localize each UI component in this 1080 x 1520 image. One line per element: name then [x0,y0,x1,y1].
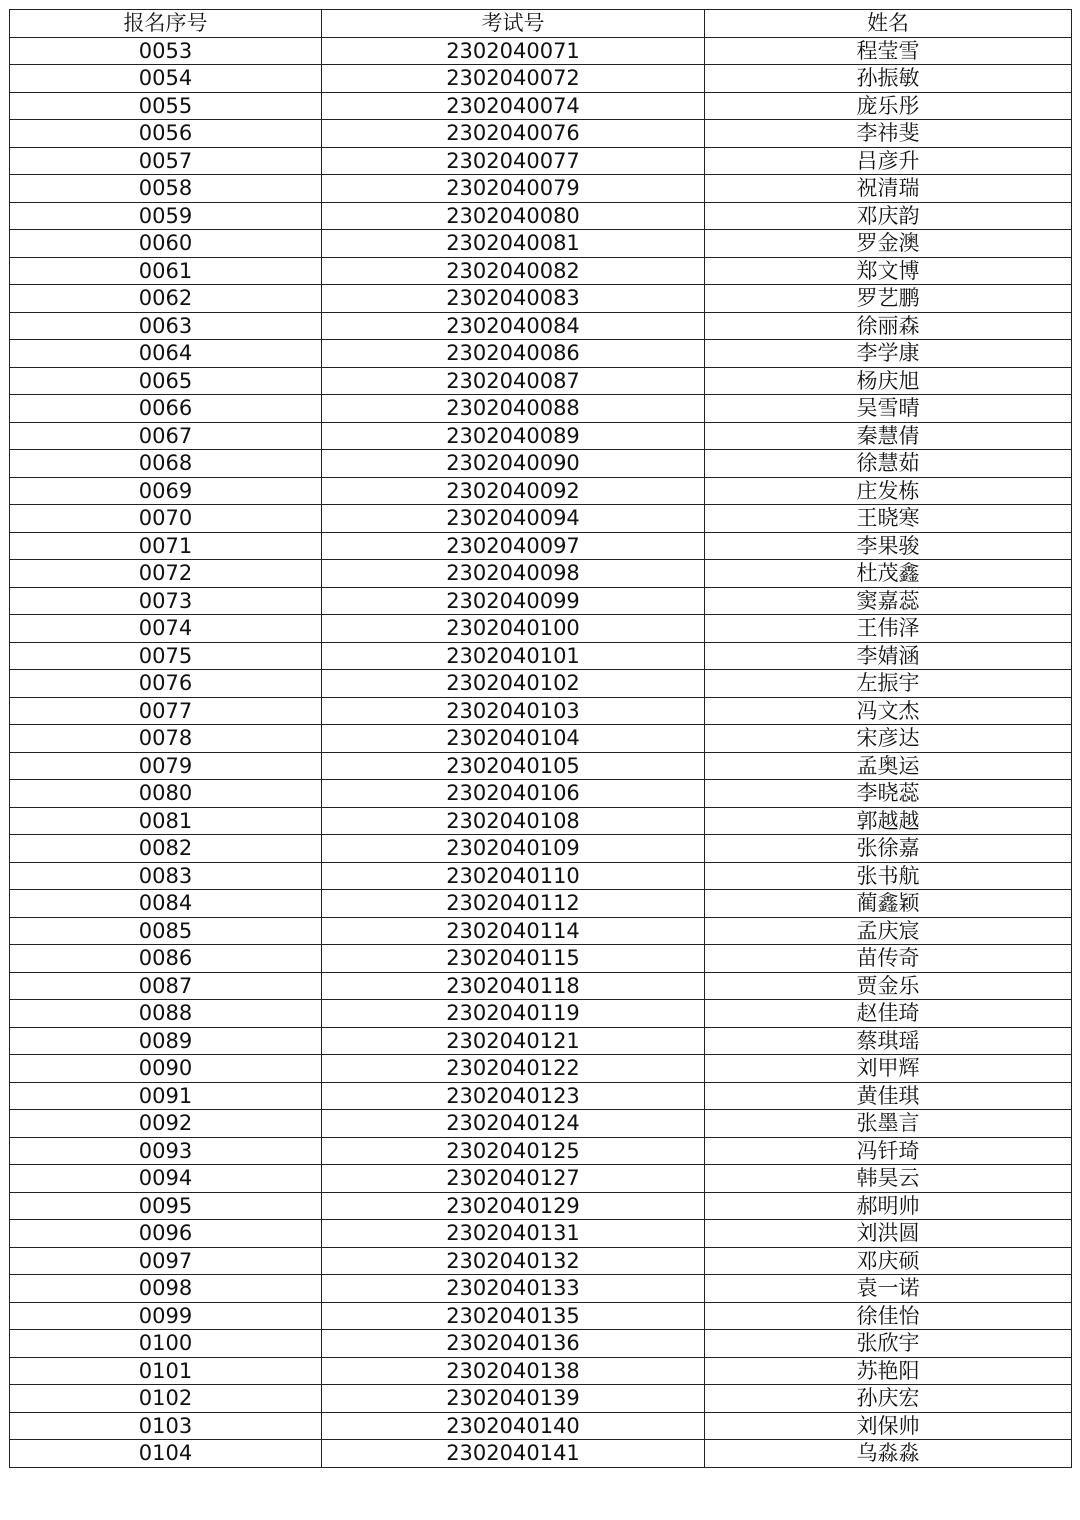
cell-exam-no: 2302040140 [322,1412,705,1440]
roster-body [10,37,1072,1467]
cell-exam-no: 2302040121 [322,1027,705,1055]
cell-exam-no: 2302040086 [322,340,705,368]
cell-registration-no: 0067 [10,422,322,450]
table-row [10,807,1072,835]
table-row [10,1220,1072,1248]
table-row [10,642,1072,670]
cell-registration-no: 0063 [10,312,322,340]
cell-name: 孟奥运 [705,752,1072,780]
cell-name: 袁一诺 [705,1275,1072,1303]
table-row [10,1082,1072,1110]
cell-registration-no: 0070 [10,505,322,533]
cell-name: 李学康 [705,340,1072,368]
cell-name: 庞乐彤 [705,92,1072,120]
cell-registration-no: 0064 [10,340,322,368]
header-registration-no: 报名序号 [10,10,322,38]
cell-name: 赵佳琦 [705,1000,1072,1028]
cell-exam-no: 2302040105 [322,752,705,780]
cell-registration-no: 0073 [10,587,322,615]
cell-registration-no: 0093 [10,1137,322,1165]
cell-exam-no: 2302040084 [322,312,705,340]
cell-exam-no: 2302040082 [322,257,705,285]
cell-name: 黄佳琪 [705,1082,1072,1110]
table-row [10,202,1072,230]
cell-name: 杨庆旭 [705,367,1072,395]
cell-exam-no: 2302040092 [322,477,705,505]
header-row [10,10,1072,38]
cell-name: 刘甲辉 [705,1055,1072,1083]
cell-exam-no: 2302040083 [322,285,705,313]
table-row [10,340,1072,368]
header-exam-no: 考试号 [322,10,705,38]
table-row [10,395,1072,423]
cell-exam-no: 2302040108 [322,807,705,835]
table-row [10,615,1072,643]
cell-registration-no: 0076 [10,670,322,698]
cell-name: 苗传奇 [705,945,1072,973]
cell-registration-no: 0069 [10,477,322,505]
table-row [10,780,1072,808]
cell-name: 苏艳阳 [705,1357,1072,1385]
cell-name: 蔡琪瑶 [705,1027,1072,1055]
cell-exam-no: 2302040087 [322,367,705,395]
cell-registration-no: 0060 [10,230,322,258]
table-row [10,835,1072,863]
table-row [10,1137,1072,1165]
cell-registration-no: 0091 [10,1082,322,1110]
table-row [10,312,1072,340]
cell-name: 孙庆宏 [705,1385,1072,1413]
table-row [10,120,1072,148]
cell-registration-no: 0097 [10,1247,322,1275]
table-row [10,532,1072,560]
cell-exam-no: 2302040135 [322,1302,705,1330]
cell-name: 韩昊云 [705,1165,1072,1193]
cell-name: 邓庆韵 [705,202,1072,230]
table-row [10,1055,1072,1083]
cell-registration-no: 0095 [10,1192,322,1220]
cell-registration-no: 0054 [10,65,322,93]
table-row [10,92,1072,120]
cell-exam-no: 2302040103 [322,697,705,725]
table-row [10,917,1072,945]
cell-exam-no: 2302040076 [322,120,705,148]
cell-exam-no: 2302040071 [322,37,705,65]
table-row [10,1165,1072,1193]
cell-registration-no: 0083 [10,862,322,890]
cell-exam-no: 2302040109 [322,835,705,863]
table-row [10,65,1072,93]
cell-name: 秦慧倩 [705,422,1072,450]
table-row [10,1412,1072,1440]
cell-registration-no: 0084 [10,890,322,918]
cell-name: 张墨言 [705,1110,1072,1138]
cell-exam-no: 2302040106 [322,780,705,808]
table-row [10,1357,1072,1385]
table-row [10,147,1072,175]
cell-name: 杜茂鑫 [705,560,1072,588]
cell-name: 徐丽森 [705,312,1072,340]
cell-name: 孙振敏 [705,65,1072,93]
table-row [10,1385,1072,1413]
cell-registration-no: 0096 [10,1220,322,1248]
header-name: 姓名 [705,10,1072,38]
cell-registration-no: 0103 [10,1412,322,1440]
cell-name: 孟庆宸 [705,917,1072,945]
table-row [10,367,1072,395]
cell-exam-no: 2302040097 [322,532,705,560]
cell-name: 李晓蕊 [705,780,1072,808]
cell-exam-no: 2302040077 [322,147,705,175]
cell-exam-no: 2302040133 [322,1275,705,1303]
cell-registration-no: 0059 [10,202,322,230]
cell-name: 冯钎琦 [705,1137,1072,1165]
table-row [10,37,1072,65]
cell-registration-no: 0071 [10,532,322,560]
cell-registration-no: 0086 [10,945,322,973]
table-row [10,257,1072,285]
cell-registration-no: 0072 [10,560,322,588]
cell-registration-no: 0078 [10,725,322,753]
table-row [10,422,1072,450]
cell-exam-no: 2302040098 [322,560,705,588]
table-row [10,1275,1072,1303]
table-row [10,1027,1072,1055]
cell-registration-no: 0090 [10,1055,322,1083]
cell-registration-no: 0080 [10,780,322,808]
cell-name: 郝明帅 [705,1192,1072,1220]
cell-name: 徐佳怡 [705,1302,1072,1330]
cell-registration-no: 0092 [10,1110,322,1138]
cell-exam-no: 2302040102 [322,670,705,698]
cell-registration-no: 0099 [10,1302,322,1330]
roster-table [9,9,1072,1468]
cell-name: 徐慧茹 [705,450,1072,478]
cell-exam-no: 2302040139 [322,1385,705,1413]
table-row [10,1247,1072,1275]
table-row [10,230,1072,258]
cell-exam-no: 2302040099 [322,587,705,615]
cell-name: 郭越越 [705,807,1072,835]
table-row [10,862,1072,890]
cell-exam-no: 2302040104 [322,725,705,753]
cell-exam-no: 2302040079 [322,175,705,203]
cell-name: 李果骏 [705,532,1072,560]
cell-name: 王晓寒 [705,505,1072,533]
cell-exam-no: 2302040141 [322,1440,705,1468]
cell-exam-no: 2302040123 [322,1082,705,1110]
cell-name: 吕彦升 [705,147,1072,175]
table-row [10,1192,1072,1220]
cell-registration-no: 0088 [10,1000,322,1028]
cell-name: 冯文杰 [705,697,1072,725]
cell-registration-no: 0098 [10,1275,322,1303]
table-row [10,477,1072,505]
table-row [10,1302,1072,1330]
table-row [10,752,1072,780]
cell-registration-no: 0094 [10,1165,322,1193]
cell-registration-no: 0053 [10,37,322,65]
table-row [10,1110,1072,1138]
cell-registration-no: 0101 [10,1357,322,1385]
cell-exam-no: 2302040132 [322,1247,705,1275]
cell-registration-no: 0081 [10,807,322,835]
cell-registration-no: 0061 [10,257,322,285]
table-row [10,670,1072,698]
table-row [10,450,1072,478]
cell-name: 庄发栋 [705,477,1072,505]
cell-name: 张徐嘉 [705,835,1072,863]
cell-name: 宋彦达 [705,725,1072,753]
cell-name: 窦嘉蕊 [705,587,1072,615]
cell-exam-no: 2302040125 [322,1137,705,1165]
cell-exam-no: 2302040124 [322,1110,705,1138]
cell-registration-no: 0104 [10,1440,322,1468]
cell-registration-no: 0082 [10,835,322,863]
cell-name: 刘洪圆 [705,1220,1072,1248]
cell-registration-no: 0068 [10,450,322,478]
cell-exam-no: 2302040127 [322,1165,705,1193]
cell-exam-no: 2302040100 [322,615,705,643]
cell-name: 王伟泽 [705,615,1072,643]
cell-name: 郑文博 [705,257,1072,285]
cell-exam-no: 2302040072 [322,65,705,93]
cell-registration-no: 0100 [10,1330,322,1358]
table-row [10,175,1072,203]
cell-name: 贾金乐 [705,972,1072,1000]
table-row [10,1330,1072,1358]
cell-registration-no: 0056 [10,120,322,148]
cell-registration-no: 0102 [10,1385,322,1413]
cell-registration-no: 0085 [10,917,322,945]
table-row [10,587,1072,615]
cell-registration-no: 0079 [10,752,322,780]
cell-registration-no: 0055 [10,92,322,120]
cell-name: 蔺鑫颖 [705,890,1072,918]
cell-exam-no: 2302040090 [322,450,705,478]
cell-name: 邓庆硕 [705,1247,1072,1275]
cell-exam-no: 2302040114 [322,917,705,945]
cell-name: 程莹雪 [705,37,1072,65]
cell-exam-no: 2302040080 [322,202,705,230]
cell-name: 吴雪晴 [705,395,1072,423]
cell-name: 祝清瑞 [705,175,1072,203]
cell-exam-no: 2302040088 [322,395,705,423]
table-row [10,505,1072,533]
cell-registration-no: 0057 [10,147,322,175]
cell-exam-no: 2302040129 [322,1192,705,1220]
cell-exam-no: 2302040089 [322,422,705,450]
table-row [10,1000,1072,1028]
cell-registration-no: 0089 [10,1027,322,1055]
cell-name: 罗艺鹏 [705,285,1072,313]
table-row [10,1440,1072,1468]
cell-registration-no: 0066 [10,395,322,423]
cell-registration-no: 0087 [10,972,322,1000]
table-row [10,285,1072,313]
table-row [10,725,1072,753]
table-row [10,697,1072,725]
cell-exam-no: 2302040112 [322,890,705,918]
cell-name: 刘保帅 [705,1412,1072,1440]
cell-exam-no: 2302040131 [322,1220,705,1248]
cell-exam-no: 2302040122 [322,1055,705,1083]
cell-registration-no: 0075 [10,642,322,670]
cell-exam-no: 2302040119 [322,1000,705,1028]
cell-name: 李祎斐 [705,120,1072,148]
cell-exam-no: 2302040074 [322,92,705,120]
cell-exam-no: 2302040081 [322,230,705,258]
cell-registration-no: 0077 [10,697,322,725]
table-row [10,972,1072,1000]
cell-exam-no: 2302040115 [322,945,705,973]
cell-registration-no: 0058 [10,175,322,203]
cell-name: 张欣宇 [705,1330,1072,1358]
cell-exam-no: 2302040138 [322,1357,705,1385]
cell-exam-no: 2302040118 [322,972,705,1000]
cell-exam-no: 2302040101 [322,642,705,670]
cell-name: 乌淼淼 [705,1440,1072,1468]
cell-name: 李婧涵 [705,642,1072,670]
cell-exam-no: 2302040136 [322,1330,705,1358]
cell-registration-no: 0074 [10,615,322,643]
cell-exam-no: 2302040110 [322,862,705,890]
table-row [10,945,1072,973]
cell-exam-no: 2302040094 [322,505,705,533]
cell-name: 张书航 [705,862,1072,890]
cell-name: 左振宇 [705,670,1072,698]
cell-registration-no: 0065 [10,367,322,395]
cell-name: 罗金澳 [705,230,1072,258]
table-row [10,890,1072,918]
cell-registration-no: 0062 [10,285,322,313]
table-row [10,560,1072,588]
